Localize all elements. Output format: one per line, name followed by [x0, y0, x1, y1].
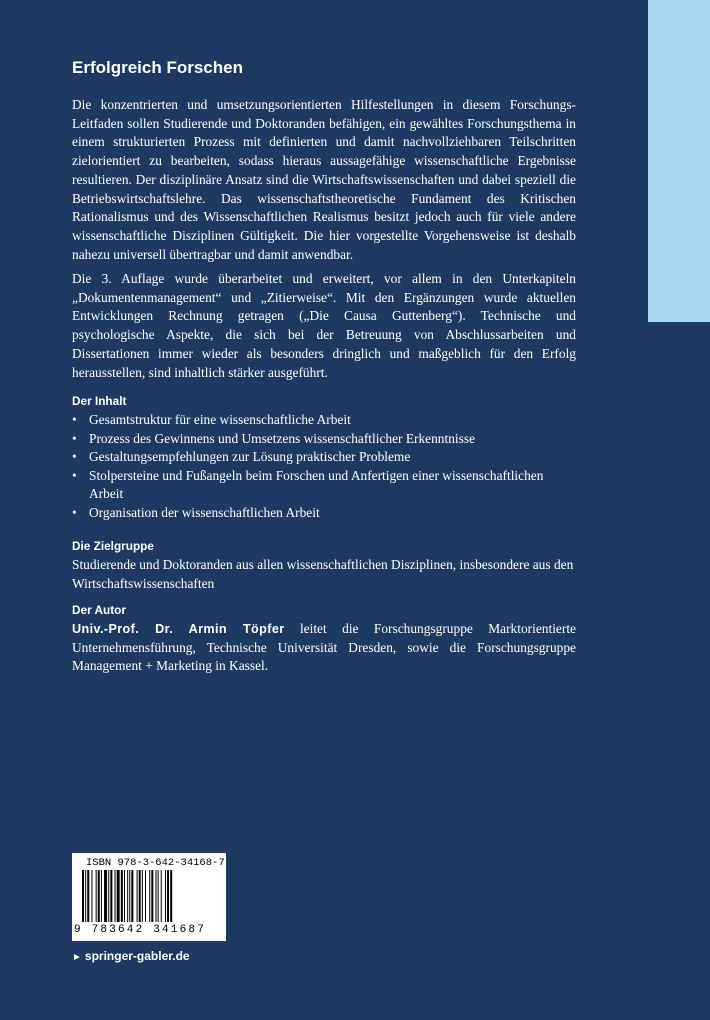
- bullet-icon: •: [72, 504, 77, 520]
- list-item-text: Gesamtstruktur für eine wissenschaftliche Arbeit: [89, 412, 351, 427]
- list-item-text: Prozess des Gewinnens und Umsetzens wissenschaftlicher Erkenntnisse: [89, 430, 476, 446]
- intro-paragraph-1: Die konzentrierten und umsetzungsorientierten Hilfestellungen in diesem Forschungs-Leitfaden sollen Studierende und Doktoranden befähigen, ein gewähltes Forschungsthema in einem strukturierten Prozess mit definierten und damit nachvollziehbaren Teilschritten zielorientiert zu bearbeiten, sodass hieraus aussagefähige wissenschaftliche Ergebnisse resultieren. Der disziplinäre Ansatz sind die Wirtschaftswissenschaften und dabei speziell die Betriebswirtschaftslehre. Das wissenschaftstheoretische Fundament des Kritischen Rationalismus und des Wissenschaftlichen Realismus besitzt jedoch auch für viele andere wissenschaftliche Disziplinen Gültigkeit. Die hier vorgestellte Vorgehensweise ist deshalb nahezu universell übertragbar und damit anwendbar.: [72, 97, 576, 262]
- bullet-icon: •: [72, 430, 77, 446]
- list-item-text: Organisation der wissenschaftlichen Arbeit: [89, 504, 320, 520]
- accent-block: [648, 0, 710, 322]
- isbn-barcode: [72, 853, 226, 941]
- book-title: Erfolgreich Forschen: [72, 58, 243, 77]
- list-item: [72, 504, 576, 523]
- bullet-icon: •: [72, 467, 77, 483]
- list-item-text: Stolpersteine und Fußangeln beim Forschen und Anfertigen einer wissenschaftlichen Arbeit: [89, 467, 544, 501]
- barcode-bars: [76, 870, 222, 922]
- arrow-right-icon: ►: [72, 952, 82, 963]
- autor-text-block: [72, 620, 576, 676]
- list-item: [72, 430, 576, 449]
- publisher-link[interactable]: [72, 949, 190, 965]
- section-heading-autor: Der Autor: [72, 603, 126, 617]
- author-bio: leitet die Forschungsgruppe Marktorientierte Unternehmensführung, Technische Universität Dresden, sowie die Forschungsgruppe Management + Marketing in Kassel.: [72, 621, 576, 674]
- zielgruppe-text: Studierende und Doktoranden aus allen wissenschaftlichen Disziplinen, insbesondere aus den Wirtschaftswissenschaften: [72, 557, 574, 591]
- bullet-icon: •: [72, 412, 77, 427]
- bullet-icon: •: [72, 449, 77, 464]
- list-item: [72, 448, 576, 467]
- section-heading-zielgruppe: Die Zielgruppe: [72, 539, 154, 553]
- isbn-label: ISBN 978-3-642-34168-7: [86, 857, 225, 869]
- list-item-text: Gestaltungsempfehlungen zur Lösung praktischer Probleme: [89, 449, 411, 464]
- section-heading-inhalt: Der Inhalt: [72, 394, 127, 408]
- list-item: [72, 467, 576, 504]
- ean-digits: 9 783642 341687: [74, 924, 207, 936]
- intro-paragraph-2: Die 3. Auflage wurde überarbeitet und erweitert, vor allem in den Unterkapiteln „Dokumentenmanagement“ und „Zitierweise“. Mit den Ergänzungen wurde aktuellen Entwicklungen Rechnung getragen („Die Causa Guttenberg“). Technische und psychologische Aspekte, die sich bei der Betreuung von Abschlussarbeiten und Dissertationen immer wieder als besonders dringlich und maßgeblich für den Erfolg herausstellen, sind inhaltlich stärker ausgeführt.: [72, 271, 576, 380]
- publisher-url: springer-gabler.de: [84, 949, 190, 963]
- inhalt-list: [72, 411, 576, 522]
- list-item: [72, 411, 576, 430]
- author-name: Univ.-Prof. Dr. Armin Töpfer: [72, 622, 285, 636]
